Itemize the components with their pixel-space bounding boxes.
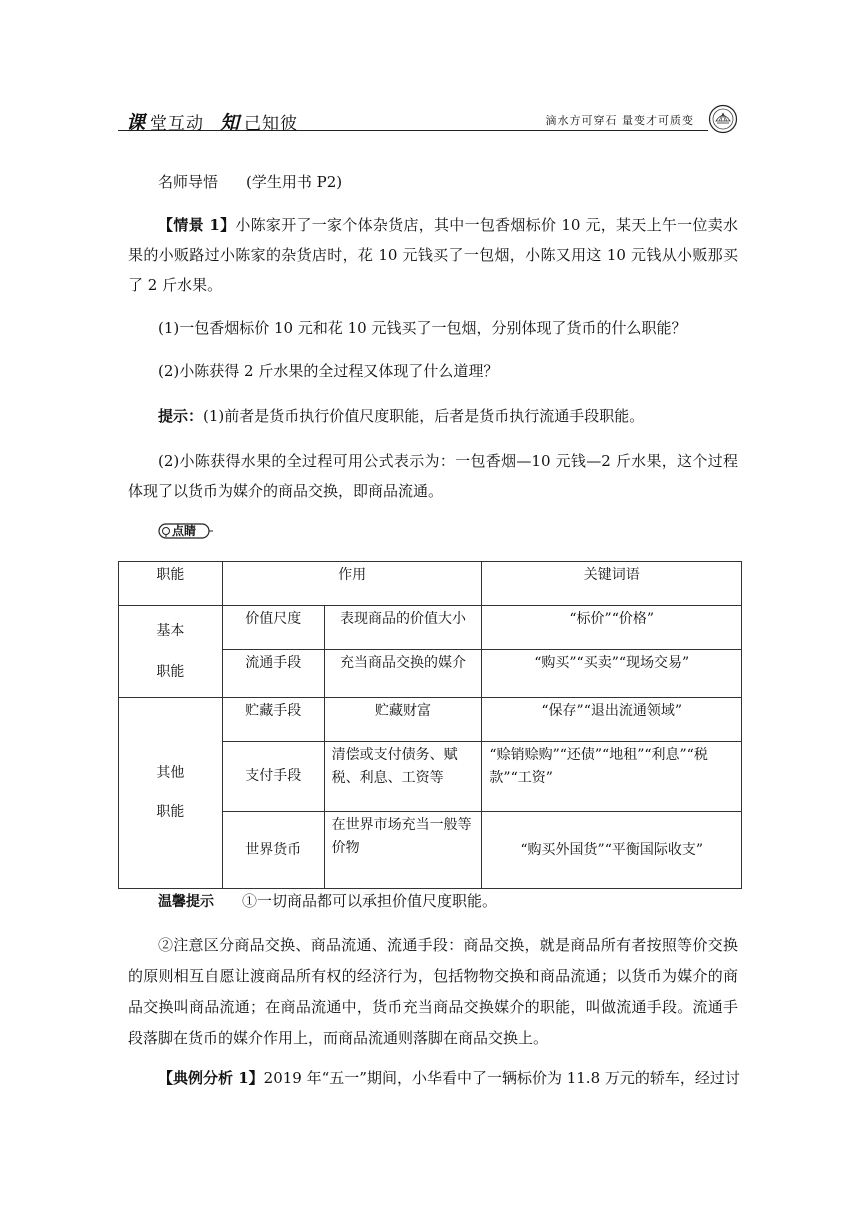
hint-answer-1 (158, 402, 748, 430)
hint-label: 提示： (158, 407, 204, 425)
example-paragraph (128, 1064, 738, 1092)
question-1: (1)一包香烟标价 10 元和花 10 元钱买了一包烟，分别体现了货币的什么职能？ (158, 319, 687, 337)
section-title-part2: 己知彼 (244, 114, 299, 134)
function-name: 价值尺度 (222, 606, 324, 650)
guide-line (158, 168, 748, 196)
key-point-label: 点睛 (172, 524, 197, 538)
shell-emblem-icon (708, 104, 738, 134)
section-title-part1: 堂互动 (150, 114, 205, 134)
example-label: 【典例分析 1】 (158, 1069, 264, 1087)
group-basic (119, 606, 223, 698)
question-2: (2)小陈获得 2 斤水果的全过程又体现了什么道理？ (158, 362, 499, 380)
tips-line (158, 887, 748, 916)
function-name: 世界货币 (222, 812, 324, 889)
function-role: 清偿或支付债务、赋税、利息、工资等 (324, 742, 482, 812)
function-role: 充当商品交换的媒介 (324, 650, 482, 698)
guide-ref: (学生用书 P2) (246, 173, 343, 191)
table-header-role: 作用 (222, 562, 482, 606)
group-basic-line1: 基本 (156, 622, 185, 639)
money-functions-table (118, 561, 742, 889)
guide-title: 名师导悟 (158, 173, 219, 191)
function-name: 贮藏手段 (222, 698, 324, 742)
table-header-keywords: 关键词语 (482, 562, 742, 606)
tip-1: ①一切商品都可以承担价值尺度职能。 (242, 892, 498, 910)
group-other-line1: 其他 (156, 765, 185, 781)
scenario-label: 【情景 1】 (158, 216, 236, 234)
function-role: 表现商品的价值大小 (324, 606, 482, 650)
function-role: 在世界市场充当一般等价物 (324, 812, 482, 889)
group-basic-line2: 职能 (156, 663, 185, 680)
function-name: 流通手段 (222, 650, 324, 698)
example-text: 2019 年“五一”期间，小华看中了一辆标价为 11.8 万元的轿车，经过讨 (263, 1069, 740, 1087)
header-rule (118, 130, 708, 131)
scenario-text: 小陈家开了一家个体杂货店，其中一包香烟标价 10 元，某天上午一位卖水果的小贩路过小陈家的杂货店时，花 10 元钱买了一包烟，小陈又用这 10 元钱从小贩那买了 2 斤水果。 (128, 216, 738, 294)
group-other-line2: 职能 (156, 804, 185, 820)
function-keywords: “购买”“买卖”“现场交易” (482, 650, 742, 698)
scenario-paragraph (128, 210, 738, 300)
group-other (119, 698, 223, 889)
tips-label: 温馨提示 (158, 894, 214, 910)
function-role: 贮藏财富 (324, 698, 482, 742)
tip-2: ②注意区分商品交换、商品流通、流通手段：商品交换，就是商品所有者按照等价交换的原则相互自愿让渡商品所有权的经济行为，包括物物交换和商品流通；以货币为媒介的商品交换叫商品流通；在商品流通中，货币充当商品交换媒介的职能，叫做流通手段。流通手段落脚在货币的媒介作用上，而商品流通则落脚在商品交换上。 (128, 936, 738, 1047)
section-title-char2: 知 (220, 112, 241, 134)
function-name: 支付手段 (222, 742, 324, 812)
hint-answer-1-text: (1)前者是货币执行价值尺度职能，后者是货币执行流通手段职能。 (203, 407, 645, 425)
table-row (119, 606, 742, 650)
section-title-char1: 课 (126, 112, 147, 134)
function-keywords: “保存”“退出流通领域” (482, 698, 742, 742)
function-keywords: “赊销赊购”“还债”“地租”“利息”“税款”“工资” (482, 742, 742, 812)
table-header-function: 职能 (119, 562, 223, 606)
page-header (118, 104, 738, 136)
header-motto: 滴水方可穿石 量变才可质变 (545, 114, 694, 127)
hint-answer-2: (2)小陈获得水果的全过程可用公式表示为：一包香烟—10 元钱—2 斤水果，这个过程体现了以货币为媒介的商品交换，即商品流通。 (128, 452, 738, 500)
function-keywords: “标价”“价格” (482, 606, 742, 650)
table-header-row (119, 562, 742, 606)
table-row (119, 698, 742, 742)
function-keywords: “购买外国货”“平衡国际收支” (482, 812, 742, 889)
